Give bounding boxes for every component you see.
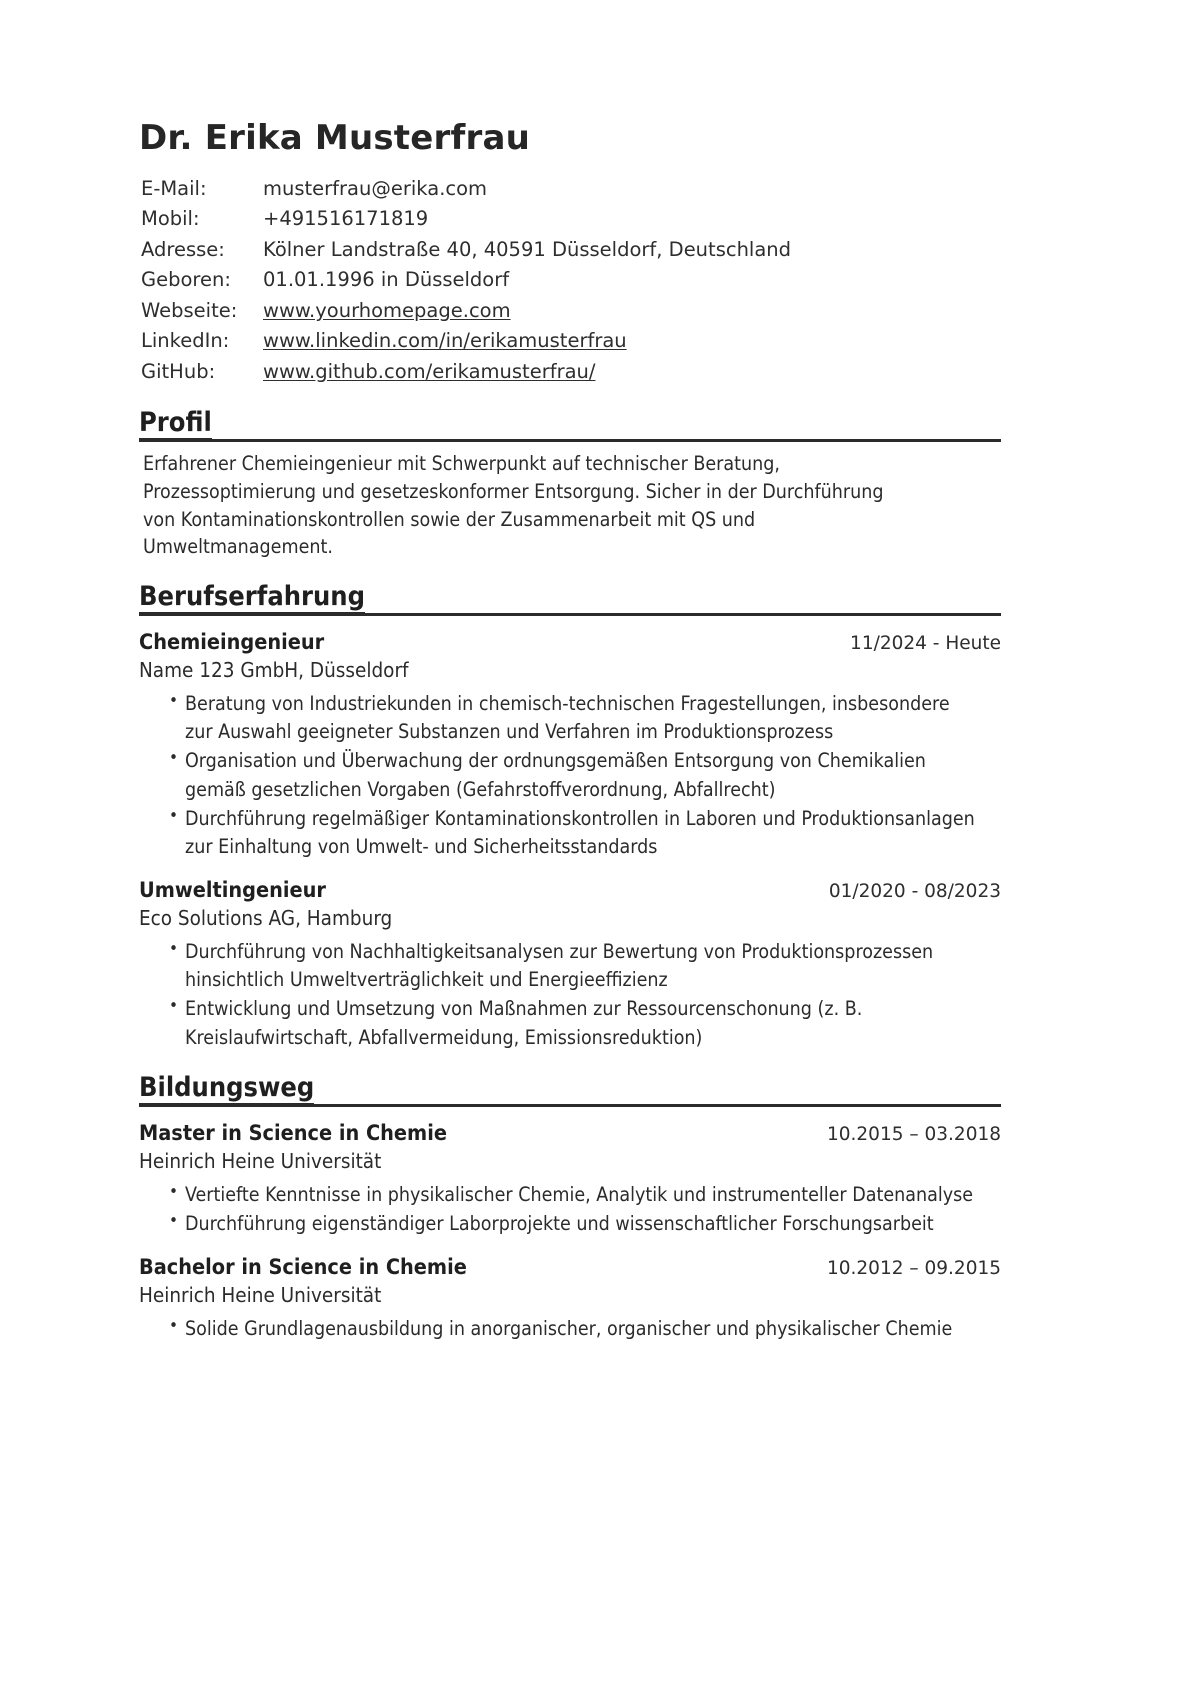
entry-organization: Name 123 GmbH, Düsseldorf [139, 658, 409, 683]
entry-date: 10.2012 – 09.2015 [826, 1258, 1001, 1280]
entry-date: 10.2015 – 03.2018 [826, 1124, 1001, 1146]
entry-title: Master in Science in Chemie [139, 1121, 447, 1147]
entry-header [139, 1255, 1001, 1281]
profil-divider [139, 439, 1001, 442]
entry-title: Umweltingenieur [139, 878, 326, 904]
contact-value[interactable] [263, 326, 791, 357]
section-berufserfahrung [139, 580, 1001, 1052]
contact-row [141, 234, 791, 265]
profil-text: Erfahrener Chemieingenieur mit Schwerpunkt auf technischer Beratung, Prozessoptimierung und gesetzeskonformer Entsorgung. Sicher in der Durchführung von Kontaminationskontrollen sowie der Zusammenarbeit mit QS und Umweltmanagement. [143, 452, 884, 559]
cv-content [139, 120, 1001, 1344]
berufserfahrung-entries [139, 630, 1001, 1052]
entry-organization: Heinrich Heine Universität [139, 1149, 382, 1173]
list-item: • Durchführung regelmäßiger Kontaminationskontrollen in Laboren und Produktionsanlagen zur Einhaltung von Umwelt- und Sicherheitsstandards [169, 805, 975, 862]
section-profil [139, 406, 1001, 561]
list-item: • Durchführung eigenständiger Laborprojekte und wissenschaftlicher Forschungsarbeit [169, 1210, 975, 1238]
page-title: Dr. Erika Musterfrau [139, 118, 530, 158]
contact-link[interactable]: www.github.com/erikamusterfrau/ [263, 359, 596, 383]
contact-label: Geboren: [141, 268, 231, 292]
entry-date: 01/2020 - 08/2023 [828, 881, 1001, 903]
list-item: • Solide Grundlagenausbildung in anorganischer, organischer und physikalischer Chemie [169, 1315, 975, 1343]
contact-row [141, 204, 791, 235]
bildungsweg-entries [139, 1121, 1001, 1343]
cv-entry [139, 878, 1001, 1052]
contact-row [141, 295, 791, 326]
contact-value: Kölner Landstraße 40, 40591 Düsseldorf, Deutschland [263, 237, 792, 261]
contact-value[interactable] [263, 295, 791, 326]
contact-link[interactable]: www.yourhomepage.com [263, 298, 511, 322]
section-title-bildungsweg: Bildungsweg [139, 1074, 314, 1105]
entry-header [139, 630, 1001, 656]
contact-row [141, 326, 791, 357]
entry-header [139, 878, 1001, 904]
entry-organization: Heinrich Heine Universität [139, 1282, 382, 1307]
entry-header [139, 1121, 1001, 1147]
contact-label: Adresse: [141, 237, 225, 261]
contact-label: E-Mail: [141, 176, 207, 200]
contact-link[interactable]: www.linkedin.com/in/erikamusterfrau [263, 329, 627, 353]
bildungsweg-heading-wrap [139, 1071, 1001, 1107]
contact-value: musterfrau@erika.com [263, 176, 488, 200]
entry-bullet-list [139, 938, 1001, 1052]
contact-row [141, 265, 791, 296]
section-bildungsweg [139, 1071, 1001, 1343]
section-title-profil: Profil [139, 409, 212, 440]
cv-entry [139, 1255, 1001, 1343]
contact-value: 01.01.1996 in Düsseldorf [263, 268, 510, 292]
contact-value[interactable] [263, 356, 791, 387]
entry-date: 11/2024 - Heute [850, 633, 1001, 655]
contact-label: LinkedIn: [141, 329, 230, 353]
entry-organization: Eco Solutions AG, Hamburg [139, 906, 393, 931]
section-title-berufserfahrung: Berufserfahrung [139, 583, 365, 614]
entry-title: Chemieingenieur [139, 630, 325, 656]
contact-label: Webseite: [141, 298, 238, 322]
contact-row [141, 173, 791, 204]
entry-title: Bachelor in Science in Chemie [139, 1255, 467, 1281]
list-item: • Entwicklung und Umsetzung von Maßnahmen zur Ressourcenschonung (z. B. Kreislaufwirtschaft, Abfallvermeidung, Emissionsreduktion) [169, 995, 975, 1052]
berufserfahrung-heading-wrap [139, 580, 1001, 616]
list-item: • Beratung von Industriekunden in chemisch-technischen Fragestellungen, insbesondere zur Auswahl geeigneter Substanzen und Verfahren im Produktionsprozess [169, 690, 975, 747]
entry-bullet-list [139, 1315, 1001, 1343]
contact-row [141, 356, 791, 387]
profil-heading-wrap [139, 406, 1001, 442]
list-item: • Durchführung von Nachhaltigkeitsanalysen zur Bewertung von Produktionsprozessen hinsichtlich Umweltverträglichkeit und Energieeffizienz [169, 938, 975, 995]
contact-label: Mobil: [141, 207, 200, 231]
list-item: • Organisation und Überwachung der ordnungsgemäßen Entsorgung von Chemikalien gemäß gesetzlichen Vorgaben (Gefahrstoffverordnung, Abfallrecht) [169, 747, 975, 804]
contact-details-table [141, 173, 791, 387]
contact-label: GitHub: [141, 359, 216, 383]
entry-bullet-list [139, 690, 1001, 862]
cv-entry [139, 630, 1001, 861]
contact-value: +491516171819 [263, 207, 429, 231]
list-item: • Vertiefte Kenntnisse in physikalischer Chemie, Analytik und instrumenteller Datenanalyse [169, 1181, 975, 1209]
entry-bullet-list [139, 1181, 1001, 1239]
cv-entry [139, 1121, 1001, 1238]
